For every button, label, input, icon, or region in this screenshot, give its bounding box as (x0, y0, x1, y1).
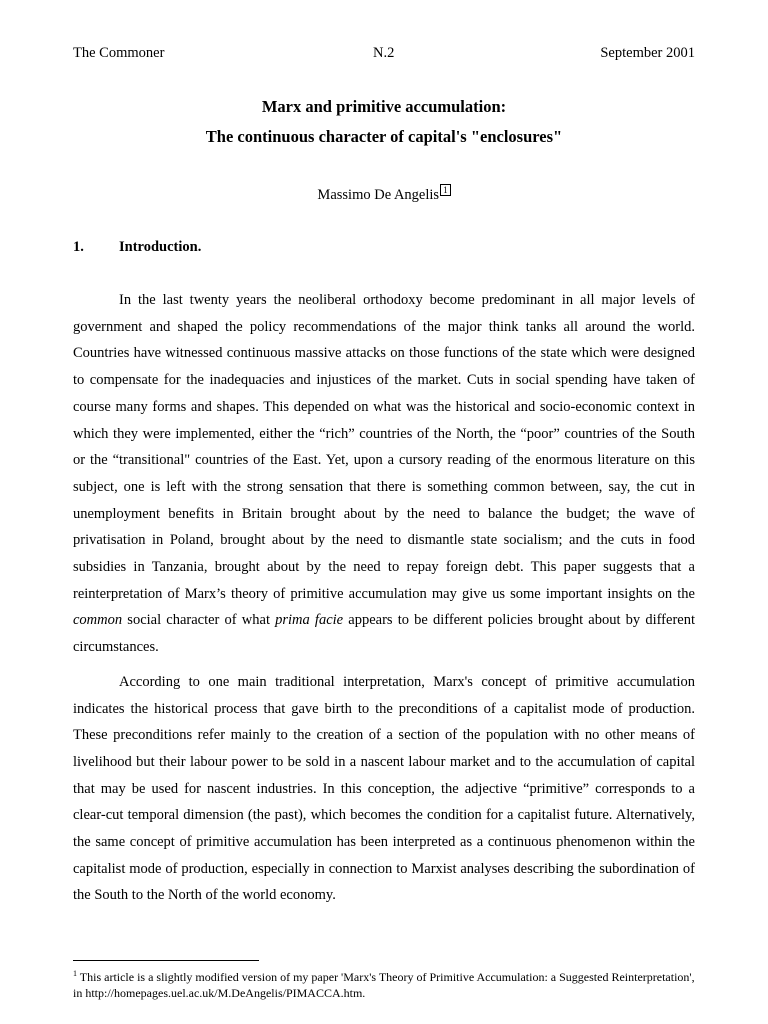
footnote-reference-link[interactable]: 1 (440, 184, 451, 196)
title-line-1: Marx and primitive accumulation: (261, 97, 507, 116)
paragraph-text: social character of what (122, 612, 276, 629)
section-title: Introduction. (119, 239, 202, 255)
issue-date: September 2001 (600, 45, 695, 61)
paper-title (73, 92, 695, 152)
body-text (73, 287, 695, 909)
issue-number: N.2 (373, 45, 395, 61)
paragraph-text: In the last twenty years the neoliberal orthodoxy become predominant in all major levels of government and shaped the policy recommendations of the major think tanks all around the world. Countries have witnessed continuous massive attacks on those functions of the state which were designed to compensate for the inadequacies and injustices of the market. Cuts in social spending have taken of course many forms and shapes. This depended on what was the historical and socio-economic context in which they were implemented, either the “rich” countries of the North, the “poor” countries of the South or the “transitional" countries of the East. Yet, upon a cursory reading of the enormous literature on this subject, one is left with the strong sensation that there is something common between, say, the cut in unemployment benefits in Britain brought about by the need to balance the budget; the wave of privatisation in Poland, brought about by the need to dismantle state socialism; and the cuts in food subsidies in Tanzania, brought about by the need to repay foreign debt. This paper suggests that a reinterpretation of Marx’s theory of primitive accumulation may give us some important insights on the (73, 292, 695, 602)
paragraph: According to one main traditional interpretation, Marx's concept of primitive accumulation indicates the historical process that gave birth to the preconditions of a capitalist mode of production. These preconditions refer mainly to the creation of a section of the population with no other means of livelihood but their labour power to be sold in a nascent labour market and to the accumulation of capital that may be used for nascent industries. In this conception, the adjective “primitive” corresponds to a clear-cut temporal dimension (the past), which becomes the condition for a capitalist future. Alternatively, the same concept of primitive accumulation has been interpreted as a continuous phenomenon within the capitalist mode of production, especially in connection to Marxist analyses describing the subordination of the South to the North of the world economy. (73, 673, 695, 904)
footnote-mark: 1 (73, 969, 77, 978)
section-number: 1. (73, 239, 84, 255)
paragraph-text: appears to be different policies brought about by different circumstances. (73, 612, 695, 656)
paragraph (73, 287, 695, 661)
emphasis-prima-facie: prima facie (275, 612, 344, 629)
footnote-text: This article is a slightly modified version of my paper 'Marx's Theory of Primitive Accumulation: a Suggested Reinterpretation', in http://homepages.uel.ac.uk/M.DeAngelis/PIMACCA.htm. (73, 970, 695, 1000)
running-header (73, 45, 695, 65)
footnote (73, 966, 695, 1001)
author-line (73, 184, 695, 204)
author-name: Massimo De Angelis (317, 187, 440, 203)
journal-name: The Commoner (73, 45, 165, 61)
footnote-divider (73, 960, 259, 961)
title-line-2: The continuous character of capital's "enclosures" (205, 127, 563, 146)
emphasis-common: common (73, 612, 123, 629)
section-heading (73, 239, 201, 256)
document-page (73, 0, 695, 1024)
